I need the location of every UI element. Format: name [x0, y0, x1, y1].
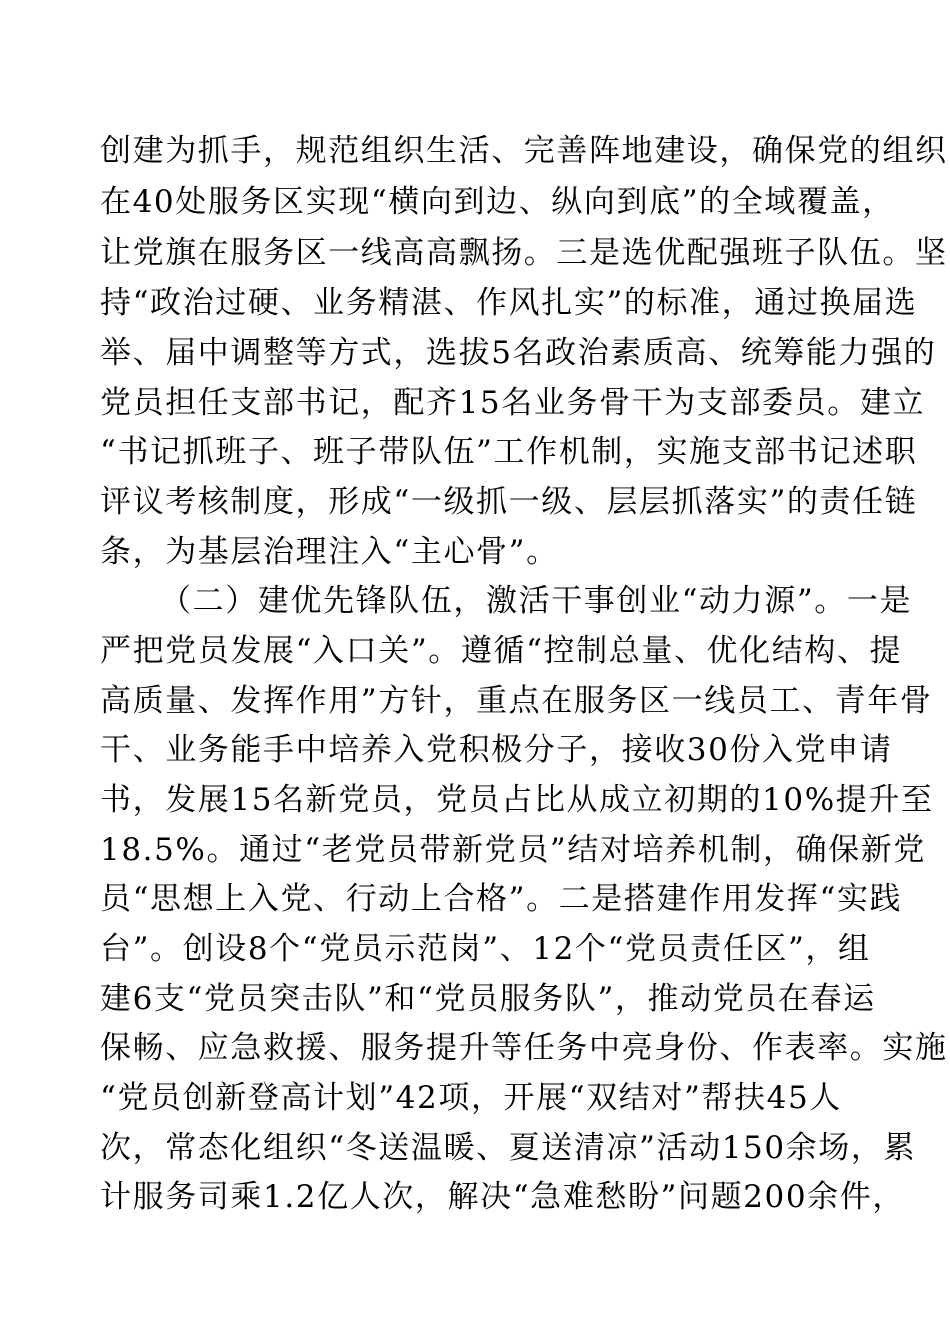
paragraph-line: 计服务司乘1.2亿人次，解决“急难愁盼”问题200余件，: [100, 1179, 905, 1215]
paragraph-line: 台”。创设8个“党员示范岗”、12个“党员责任区”，组: [100, 931, 871, 967]
paragraph-line: 次，常态化组织“冬送温暖、夏送清凉”活动150余场，累: [100, 1130, 917, 1166]
paragraph-line: 举、届中调整等方式，选拔5名政治素质高、统筹能力强的: [100, 335, 937, 371]
paragraph-line: 18.5%。通过“老党员带新党员”结对培养机制，确保新党: [100, 832, 926, 868]
paragraph-line: 条，为基层治理注入“主心骨”。: [100, 534, 559, 570]
paragraph-line: 干、业务能手中培养入党积极分子，接收30份入党申请: [100, 732, 893, 768]
paragraph-line: “党员创新登高计划”42项，开展“双结对”帮扶45人: [100, 1080, 842, 1116]
paragraph-line: 书，发展15名新党员，党员占比从成立初期的10%提升至: [100, 782, 934, 818]
paragraph-line: 高质量、发挥作用”方针，重点在服务区一线员工、青年骨: [100, 683, 933, 719]
paragraph-line: 保畅、应急救援、服务提升等任务中亮身份、作表率。实施: [100, 1030, 948, 1066]
paragraph-line: 员“思想上入党、行动上合格”。二是搭建作用发挥“实践: [100, 881, 903, 917]
paragraph-line: 持“政治过硬、业务精湛、作风扎实”的标准，通过换届选: [100, 285, 918, 321]
paragraph-line: “书记抓班子、班子带队伍”工作机制，实施支部书记述职: [100, 434, 918, 470]
paragraph-line: 严把党员发展“入口关”。遵循“控制总量、优化结构、提: [100, 633, 903, 669]
paragraph-line: 评议考核制度，形成“一级抓一级、层层抓落实”的责任链: [100, 484, 918, 520]
paragraph-line: 党员担任支部书记，配齐15名业务骨干为支部委员。建立: [100, 385, 926, 421]
paragraph-line: 创建为抓手，规范组织生活、完善阵地建设，确保党的组织: [100, 133, 948, 169]
paragraph-line: 建6支“党员突击队”和“党员服务队”，推动党员在春运: [100, 981, 876, 1017]
section-heading-line: （二）建优先锋队伍，激活干事创业“动力源”。一是: [160, 583, 913, 619]
paragraph-line: 让党旗在服务区一线高高飘扬。三是选优配强班子队伍。坚: [100, 235, 948, 271]
paragraph-line: 在40处服务区实现“横向到边、纵向到底”的全域覆盖，: [100, 184, 895, 220]
